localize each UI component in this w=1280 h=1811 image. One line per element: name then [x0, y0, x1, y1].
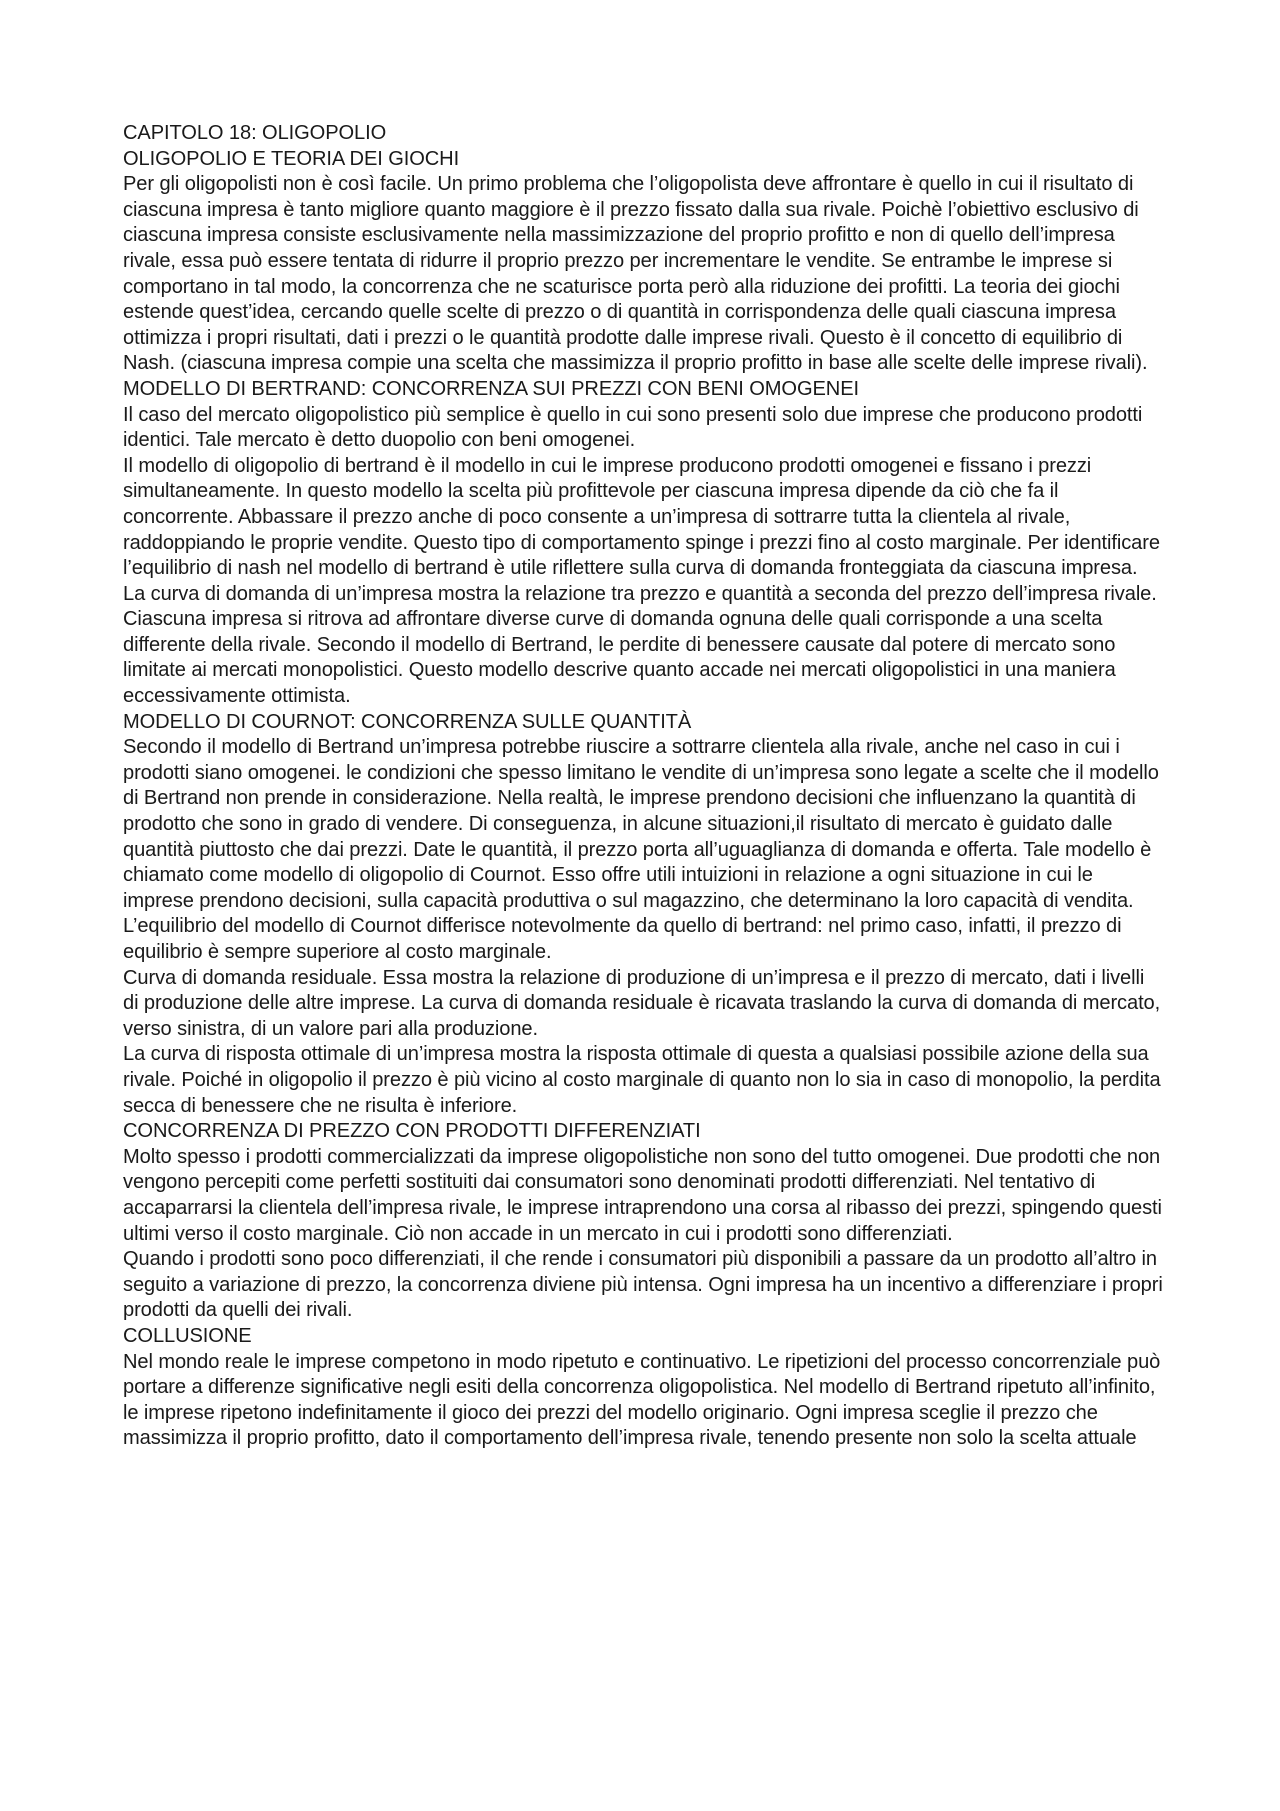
paragraph: Molto spesso i prodotti commercializzati da imprese oligopolistiche non sono del tutto omogenei. Due prodotti che non vengono percepiti come perfetti sostituiti dai consumatori sono denominati prodotti differenziati. Nel tentativo di accaparrarsi la clientela dell’impresa rivale, le imprese intraprendono una corsa al ribasso dei prezzi, spingendo questi ultimi verso il costo marginale. Ciò non accade in un mercato in cui i prodotti sono differenziati. — [123, 1145, 1162, 1245]
section-heading-differentiated-products: CONCORRENZA DI PREZZO CON PRODOTTI DIFFERENZIATI — [123, 1120, 701, 1143]
paragraph: Curva di domanda residuale. Essa mostra la relazione di produzione di un’impresa e il prezzo di mercato, dati i livelli di produzione delle altre imprese. La curva di domanda residuale è ricavata traslando la curva di domanda di mercato, verso sinistra, di un valore pari alla produzione. — [123, 966, 1161, 1040]
section-heading-game-theory: OLIGOPOLIO E TEORIA DEI GIOCHI — [123, 147, 460, 170]
paragraph: La curva di risposta ottimale di un’impresa mostra la risposta ottimale di questa a qualsiasi possibile azione della sua rivale. Poiché in oligopolio il prezzo è più vicino al costo marginale di quanto non lo sia in caso di monopolio, la perdita secca di benessere che ne risulta è inferiore. — [123, 1043, 1161, 1117]
section-heading-cournot: MODELLO DI COURNOT: CONCORRENZA SULLE QUANTITÀ — [123, 710, 692, 733]
paragraph: Secondo il modello di Bertrand un’impresa potrebbe riuscire a sottrarre clientela alla rivale, anche nel caso in cui i prodotti siano omogenei. le condizioni che spesso limitano le vendite di un’impresa sono legate a scelte che il modello di Bertrand non prende in considerazione. Nella realtà, le imprese prendono decisioni che influenzano la quantità di prodotto che sono in grado di vendere. Di conseguenza, in alcune situazioni,il risultato di mercato è guidato dalle quantità piuttosto che dai prezzi. Date le quantità, il prezzo porta all’uguaglianza di domanda e offerta. Tale modello è chiamato come modello di oligopolio di Cournot. Esso offre utili intuizioni in relazione a ogni situazione in cui le imprese prendono decisioni, sulla capacità produttiva o sul magazzino, che determinano la loro capacità di vendita. L’equilibrio del modello di Cournot differisce notevolmente da quello di bertrand: nel primo caso, infatti, il prezzo di equilibrio è sempre superiore al costo marginale. — [123, 736, 1159, 963]
section-heading-collusion: COLLUSIONE — [123, 1324, 252, 1347]
document-page — [123, 121, 1163, 1452]
paragraph: Nel mondo reale le imprese competono in modo ripetuto e continuativo. Le ripetizioni del processo concorrenziale può portare a differenze significative negli esiti della concorrenza oligopolistica. Nel modello di Bertrand ripetuto all’infinito, le imprese ripetono indefinitamente il gioco dei prezzi del modello originario. Ogni impresa sceglie il prezzo che massimizza il proprio profitto, dato il comportamento dell’impresa rivale, tenendo presente non solo la scelta attuale — [123, 1350, 1161, 1450]
paragraph: Il modello di oligopolio di bertrand è il modello in cui le imprese producono prodotti omogenei e fissano i prezzi simultaneamente. In questo modello la scelta più profittevole per ciascuna impresa dipende da ciò che fa il concorrente. Abbassare il prezzo anche di poco consente a un’impresa di sottrarre tutta la clientela al rivale, raddoppiando le proprie vendite. Questo tipo di comportamento spinge i prezzi fino al costo marginale. Per identificare l’equilibrio di nash nel modello di bertrand è utile riflettere sulla curva di domanda fronteggiata da ciascuna impresa. La curva di domanda di un’impresa mostra la relazione tra prezzo e quantità a seconda del prezzo dell’impresa rivale. Ciascuna impresa si ritrova ad affrontare diverse curve di domanda ognuna delle quali corrisponde a una scelta differente della rivale. Secondo il modello di Bertrand, le perdite di benessere causate dal potere di mercato sono limitate ai mercati monopolistici. Questo modello descrive quanto accade nei mercati oligopolistici in una maniera eccessivamente ottimista. — [123, 454, 1160, 708]
section-heading-bertrand: MODELLO DI BERTRAND: CONCORRENZA SUI PREZZI CON BENI OMOGENEI — [123, 377, 859, 400]
paragraph: Per gli oligopolisti non è così facile. Un primo problema che l’oligopolista deve affrontare è quello in cui il risultato di ciascuna impresa è tanto migliore quanto maggiore è il prezzo fissato dalla sua rivale. Poichè l’obiettivo esclusivo di ciascuna impresa consiste esclusivamente nella massimizzazione del proprio profitto e non di quello dell’impresa rivale, essa può essere tentata di ridurre il proprio prezzo per incrementare le vendite. Se entrambe le imprese si comportano in tal modo, la concorrenza che ne scaturisce porta però alla riduzione dei profitti. La teoria dei giochi estende quest’idea, cercando quelle scelte di prezzo o di quantità in corrispondenza delle quali ciascuna impresa ottimizza i propri risultati, dati i prezzi o le quantità prodotte dalle imprese rivali. Questo è il concetto di equilibrio di Nash. (ciascuna impresa compie una scelta che massimizza il proprio profitto in base alle scelte delle imprese rivali). — [123, 173, 1148, 375]
paragraph: Quando i prodotti sono poco differenziati, il che rende i consumatori più disponibili a passare da un prodotto all’altro in seguito a variazione di prezzo, la concorrenza diviene più intensa. Ogni impresa ha un incentivo a differenziare i propri prodotti da quelli dei rivali. — [123, 1248, 1163, 1322]
paragraph: Il caso del mercato oligopolistico più semplice è quello in cui sono presenti solo due imprese che producono prodotti identici. Tale mercato è detto duopolio con beni omogenei. — [123, 403, 1143, 452]
chapter-title: CAPITOLO 18: OLIGOPOLIO — [123, 122, 387, 144]
